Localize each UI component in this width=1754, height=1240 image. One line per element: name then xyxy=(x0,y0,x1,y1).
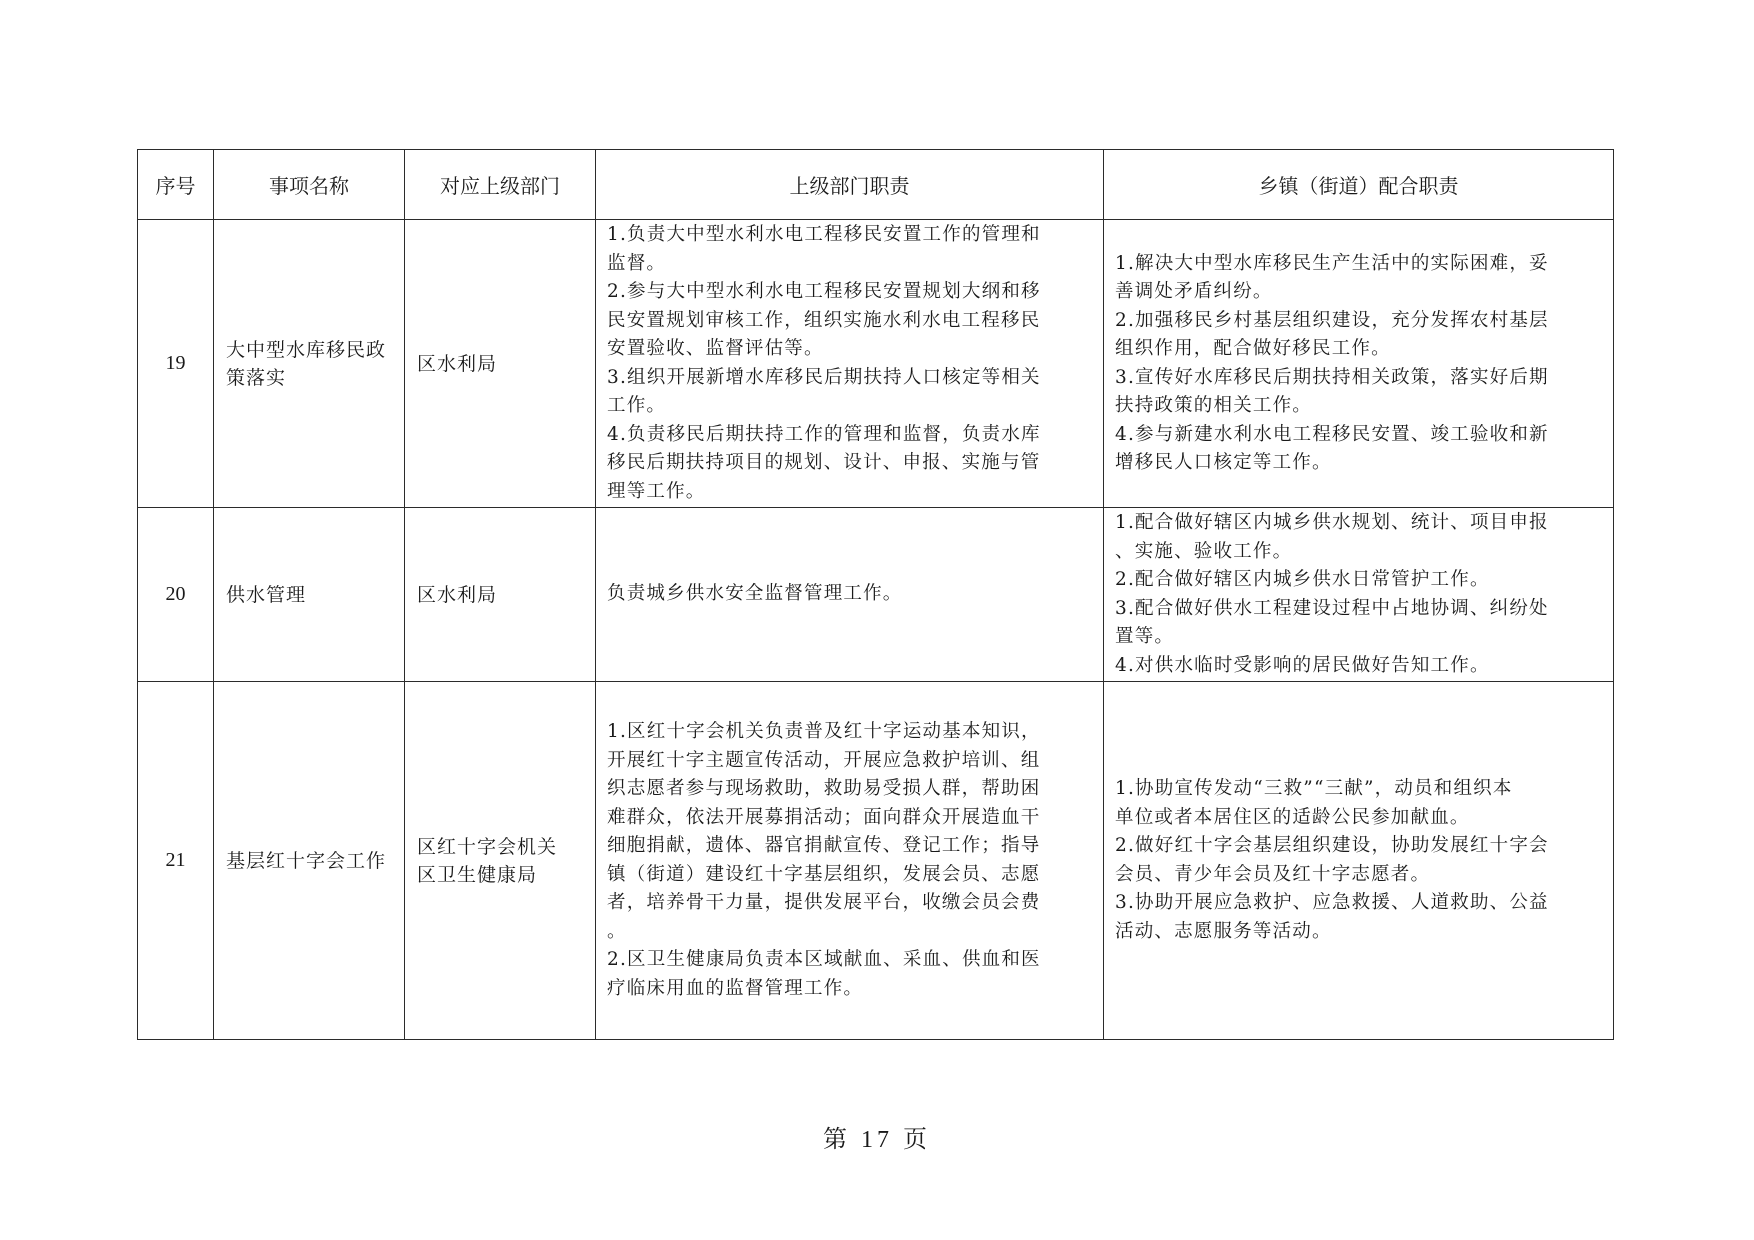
item-name: 基层红十字会工作 xyxy=(214,682,405,1040)
superior-dept: 区红十字会机关 xyxy=(417,835,558,858)
superior-duty-line: 工作。 xyxy=(607,395,667,416)
row-number: 19 xyxy=(138,220,214,508)
superior-duty-line: 疗临床用血的监督管理工作。 xyxy=(607,977,864,999)
township-duty-line: 增移民人口核定等工作。 xyxy=(1115,452,1332,473)
header-superior-dept: 对应上级部门 xyxy=(405,150,596,220)
township-duty-line: 善调处矛盾纠纷。 xyxy=(1115,281,1273,302)
township-duty-line: 1.配合做好辖区内城乡供水规划、统计、项目申报 xyxy=(1115,512,1549,533)
superior-duty-line: 1.区红十字会机关负责普及红十字运动基本知识， xyxy=(607,721,1041,742)
superior-duty-cell xyxy=(596,682,1104,1040)
superior-duty-line: 监督。 xyxy=(607,252,667,274)
township-duty-line: 2.加强移民乡村基层组织建设，充分发挥农村基层 xyxy=(1115,309,1549,331)
item-name: 供水管理 xyxy=(214,508,405,682)
header-no: 序号 xyxy=(138,150,214,220)
item-name: 大中型水库移民政策落实 xyxy=(214,220,405,508)
superior-duty-line: 织志愿者参与现场救助，救助易受损人群，帮助困 xyxy=(607,778,1041,799)
township-duty-line: 会员、青少年会员及红十字志愿者。 xyxy=(1115,863,1431,885)
header-township-duty: 乡镇（街道）配合职责 xyxy=(1104,150,1614,220)
township-duty-line: 、实施、验收工作。 xyxy=(1115,540,1293,562)
superior-duty-line: 细胞捐献，遗体、器官捐献宣传、登记工作；指导 xyxy=(607,835,1041,856)
row-number: 21 xyxy=(138,682,214,1040)
superior-duty-line: 者，培养骨干力量，提供发展平台，收缴会员会费 xyxy=(607,892,1041,913)
township-duty-cell xyxy=(1104,682,1614,1040)
superior-duty-cell xyxy=(596,220,1104,508)
superior-duty-line: 移民后期扶持项目的规划、设计、申报、实施与管 xyxy=(607,452,1041,473)
township-duty-line: 2.做好红十字会基层组织建设，协助发展红十字会 xyxy=(1115,835,1549,856)
superior-dept: 区卫生健康局 xyxy=(417,863,538,886)
header-superior-duty: 上级部门职责 xyxy=(596,150,1104,220)
table-row xyxy=(138,682,1614,1040)
superior-duty-line: 3.组织开展新增水库移民后期扶持人口核定等相关 xyxy=(607,366,1041,388)
township-duty-line: 4.参与新建水利水电工程移民安置、竣工验收和新 xyxy=(1115,423,1549,445)
superior-dept: 区水利局 xyxy=(417,352,498,375)
header-item-name: 事项名称 xyxy=(214,150,405,220)
superior-duty-line: 4.负责移民后期扶持工作的管理和监督，负责水库 xyxy=(607,423,1041,445)
superior-duty-line: 2.区卫生健康局负责本区域献血、采血、供血和医 xyxy=(607,949,1041,970)
township-duty-line: 3.协助开展应急救护、应急救援、人道救助、公益 xyxy=(1115,892,1549,913)
superior-dept: 区水利局 xyxy=(417,583,498,606)
superior-duty-line: 开展红十字主题宣传活动，开展应急救护培训、组 xyxy=(607,749,1041,771)
township-duty-line: 1.协助宣传发动“三救”“三献”，动员和组织本 xyxy=(1115,778,1513,799)
township-duty-line: 3.配合做好供水工程建设过程中占地协调、纠纷处 xyxy=(1115,597,1549,619)
township-duty-line: 3.宣传好水库移民后期扶持相关政策，落实好后期 xyxy=(1115,366,1549,388)
township-duty-line: 1.解决大中型水库移民生产生活中的实际困难，妥 xyxy=(1115,252,1549,274)
duty-table xyxy=(137,149,1614,1040)
table-header-row xyxy=(138,150,1614,220)
superior-duty-line: 。 xyxy=(607,920,627,942)
superior-dept-cell xyxy=(405,508,596,682)
township-duty-line: 置等。 xyxy=(1115,626,1175,647)
page-number: 第 17 页 xyxy=(823,1127,931,1153)
township-duty-line: 扶持政策的相关工作。 xyxy=(1115,395,1313,416)
superior-duty-line: 2.参与大中型水利水电工程移民安置规划大纲和移 xyxy=(607,281,1041,302)
superior-dept-cell xyxy=(405,220,596,508)
superior-duty-line: 1.负责大中型水利水电工程移民安置工作的管理和 xyxy=(607,224,1041,245)
superior-duty-line: 安置验收、监督评估等。 xyxy=(607,338,824,359)
superior-duty-line: 难群众，依法开展募捐活动；面向群众开展造血干 xyxy=(607,806,1041,828)
township-duty-line: 组织作用，配合做好移民工作。 xyxy=(1115,338,1391,359)
township-duty-cell xyxy=(1104,508,1614,682)
table-body xyxy=(138,220,1614,1040)
township-duty-cell xyxy=(1104,220,1614,508)
superior-dept-cell xyxy=(405,682,596,1040)
superior-duty-line: 镇（街道）建设红十字基层组织，发展会员、志愿 xyxy=(607,863,1041,885)
superior-duty-line: 理等工作。 xyxy=(607,480,706,502)
table-row xyxy=(138,220,1614,508)
township-duty-line: 2.配合做好辖区内城乡供水日常管护工作。 xyxy=(1115,569,1490,590)
superior-duty-line: 负责城乡供水安全监督管理工作。 xyxy=(607,583,903,605)
township-duty-line: 单位或者本居住区的适龄公民参加献血。 xyxy=(1115,806,1470,828)
superior-duty-cell xyxy=(596,508,1104,682)
township-duty-line: 4.对供水临时受影响的居民做好告知工作。 xyxy=(1115,654,1490,676)
table-row xyxy=(138,508,1614,682)
row-number: 20 xyxy=(138,508,214,682)
township-duty-line: 活动、志愿服务等活动。 xyxy=(1115,920,1332,942)
superior-duty-line: 民安置规划审核工作，组织实施水利水电工程移民 xyxy=(607,309,1041,331)
